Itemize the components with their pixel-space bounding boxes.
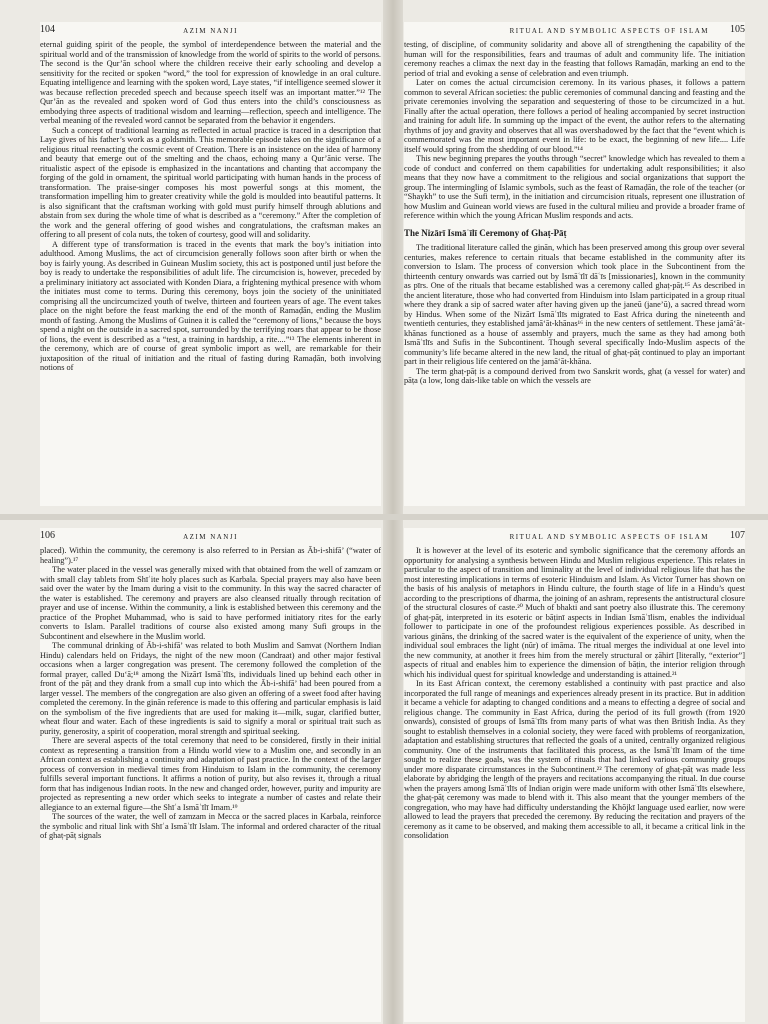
body-text xyxy=(404,546,745,841)
section-heading: The Nizārī Ismāʿīlī Ceremony of Ghaṭ-Pāṭ xyxy=(404,227,567,238)
paragraph: The water placed in the vessel was generally mixed with that obtained from the well of zamzam or with small clay tablets from Shīʿite holy places such as Karbala. Special prayers may also have been said over the water by the Imam during a visit to the community. In this way the sacred character of the water is established. The ceremony and prayers are also cleansed ritually through recitation of prayer and use of incense. Within the community, a link is established between this ceremony and the practice of the Prophet Muhammad, who is said to have performed initiatory rites for the early converts to Islam. Parallel traditions of course also existed among many Sufi groups in the Subcontinent and elsewhere in the Muslim world. xyxy=(40,565,381,641)
page-106 xyxy=(40,528,381,1022)
page-number: 107 xyxy=(730,530,745,541)
book-gutter xyxy=(383,0,403,1024)
page-104 xyxy=(40,22,381,506)
running-header xyxy=(404,22,745,40)
paragraph: There are several aspects of the total ceremony that need to be considered, firstly in their initial context as representing a transition from a Hindu world view to a Muslim one, and secondly in an African context as establishing a continuity and adaptation of past practice. In the context of the larger process of conversion in medieval times from Hinduism to Islam in the community, the ceremony fulfills several important functions. It affirms a notion of purity, but also revises it, through a ritual form that has indigenous Indian roots. In the new and changed order, however, purity and impurity are projected as representing a new order which seeks to integrate a number of castes and relate their allegiance to an external figure—the Shīʿa Ismāʿīlī Imam.¹⁹ xyxy=(40,736,381,812)
page-number: 106 xyxy=(40,530,55,541)
paragraph: It is however at the level of its esoteric and symbolic significance that the ceremony affords an opportunity for analysing a synthesis between Hindu and Muslim religious experience. This relates in particular to the aspect of transition and liminality at the level of individual religious life that has the most interesting implications in terms of esoteric Hinduism and Islam. As Victor Turner has shown on the basis of his analysis of metaphors in Hindu culture, the fourth stage of life in a Hindu’s quest according to the prescriptions of dharma, the joining of an ashram, represents the antistructural closure of the structural closures of caste.²⁰ Much of bhakti and sant poetry also illustrate this. The ceremony of ghaṭ-pāṭ, interpreted in its esoteric or bāṭinī aspects in Indian Ismāʿīlism, enables the individual follower to participate in one of the profoundest religious experiences possible. As described in various gināns, the drinking of the sacred water is the equivalent of the experience of unity, when the individual soul embraces the light (nūr) of imāma. The ritual merges the individual at one level into the new community, at another it frees him from the merely structural or ẓāhirī [literally, “exterior”] aspects of ritual and enables him to experience the dimension of bāṭin, the interior religion through which his individual quest for spiritual knowledge and understanding is attained.²¹ xyxy=(404,546,745,679)
paragraph: A different type of transformation is traced in the events that mark the boy’s initiation into adulthood. Among Muslims, the act of circumcision generally follows soon after birth or when the boy is fairly young. As described in Guinean Muslim society, this act is postponed until just before the boy is ready to undertake the responsibilities of adult life. The circumcision is, however, preceded by a preliminary initiatory act associated with Konden Diara, a frightening mythical presence with whom the initiates must come to terms. During this ceremony, boys join the society of the uninitiated comprising all the uncircumcized youth of twelve, thirteen and fourteen years of age. The event takes place on the night before the feast marking the end of the month of Ramaḍān, ending the Muslim month of fasting. Among the Muslims of Guinea it is called the “ceremony of lions,” because the boys spend a night on the outside in a sacred spot, surrounded by the terrifying roars that appear to be those of lions, the event is described as a “test, a training in hardship, a rite....”¹³ The elements inherent in the ceremony, which are of course of great symbolic import as well, are remarkable for their juxtaposition of the ritual of initiation and the ritual of fasting during Ramaḍān, both involving notions of xyxy=(40,239,381,372)
paragraph: Such a concept of traditional learning as reflected in actual practice is traced in a description that Laye gives of his father’s work as a goldsmith. This memorable episode takes on the significance of a religious ritual reenacting the cosmic event of Creation. There is an insistence on the idea of harmony and beauty that emerge out of the smelting and the chaos, echoing many a Qur’ānic verse. The ritualistic aspect of the episode is emphasized in the incantations and chanting that accompany the forging of the gold in ornament, the spiritual world participating with human hands in the process of transformation. The praise-singer composes his most powerful songs at this moment, the transformation impelling him to greater creativity while the gold is moulded into beautiful patterns. It is also significant that the craftsman working with gold must purify himself through ablutions and abstain from sex during the whole time of what is described as a “ceremony.” After the completion of the work and the general offering of good wishes and congratulations, the craftsman makes an offering to all present of cola nuts, the token of courtesy, good will and solidarity. xyxy=(40,125,381,239)
paragraph: eternal guiding spirit of the people, the symbol of interdependence between the material and the spiritual world and of the transmission of knowledge from the world of spirits to the world of persons. The second is the Qur’ān school where the children receive their early schooling and develop a sensitivity for the recited or spoken “word,” the tool for expression of knowledge in an oral culture. Equating intelligence and learning with the spoken word, Laye states, “if intelligence seemed slower it was because reflection preceded speech and because speech itself was an important matter.”¹² The Qur’ān as the revealed and spoken word of God thus enters into the child’s consciousness as embodying three aspects of traditional wisdom and learning—reflection, speech and intelligence. The verbal meaning of the revealed word cannot be separated from the behavior it engenders. xyxy=(40,40,381,125)
running-header xyxy=(40,528,381,546)
running-header xyxy=(404,528,745,546)
paragraph: This new beginning prepares the youths through “secret” knowledge which has revealed to them a code of conduct and conferred on them capabilities for undertaking adult responsibilities; it also means that they now have a commitment to the religious and social organizations that support the group. The intermingling of Islamic symbols, such as the feast of Ramaḍān, the role of the teacher (or “Shaykh” to use the Sufi term), in the initiation and circumcision rituals, represent one illustration of how Muslim and Guinean world views are fused in the cultural milieu and provide a broader frame of reference within which the young African Muslim responds and acts. xyxy=(404,154,745,220)
running-header xyxy=(40,22,381,40)
running-head-title: AZIM NANJI xyxy=(183,533,238,541)
paragraph: Later on comes the actual circumcision ceremony. In its various phases, it follows a pattern common to several African societies: the public ceremonies of communal dancing and feasting and the private ceremonies involving the separation and sequestering of those to be circumcized in a hut. Finally after the actual operation, there follows a period of healing accompanied by secret instruction and training for adult life. In summing up the impact of the event, the author refers to the alternating rhythms of joy and gravity and observes that all was overshadowed by the fact that the “event which is commemorated was the most important event in life: to be exact, the beginning of new life.... Life itself would spring from the shedding of our blood.”¹⁴ xyxy=(404,78,745,154)
paragraph: The sources of the water, the well of zamzam in Mecca or the sacred places in Karbala, reinforce the symbolic and ritual link with Shīʿa Ismāʿīlī Islam. The informal and ordered character of the ritual of ghaṭ-pāṭ signals xyxy=(40,812,381,840)
paragraph: testing, of discipline, of community solidarity and above all of strengthening the capability of the human will for the responsibilities, fears and traumas of adult and community life. The initiation ceremony reaches a climax the next day in the feasting that follows Ramaḍān, marking an end to the period of trial and evoking a sense of celebration and even triumph. xyxy=(404,40,745,78)
running-head-title: RITUAL AND SYMBOLIC ASPECTS OF ISLAM xyxy=(509,533,709,541)
running-head-title: RITUAL AND SYMBOLIC ASPECTS OF ISLAM xyxy=(509,27,709,35)
body-text xyxy=(40,40,381,373)
paragraph: The traditional literature called the ginān, which has been preserved among this group over several centuries, makes reference to certain rituals that became established in the community after its conversion to Islam. The process of conversion which took place in the Subcontinent from the thirteenth century onwards was carried out by Ismāʿīlī dāʿīs [missionaries], known in the community as pīrs. One of the rituals that became established was a ceremony called ghaṭ-pāṭ.¹⁵ As described in the ancient literature, those who had converted from Hinduism into Islam participated in a group ritual where they drank a sip of sacred water after having given up the janeū (jane’ū), a sacred thread worn by Hindus. When some of the Nizārī Ismāʿīlīs migrated to East Africa during the nineteenth and twentieth centuries, they established jamā‘āt-khānas¹⁶ in the new centers of settlement. These jamā‘āt-khānas functioned as a house of assembly and prayers, much the same as they had among both Ismāʿīlīs and Sufis in the Subcontinent. Though several specifically Indo-Muslim aspects of the community’s life became altered in the new land, the ritual of ghaṭ-pāṭ continued to play an important part in their religious life centered on the jamā‘āt-khāna. xyxy=(404,243,745,366)
paragraph: In its East African context, the ceremony established a continuity with past practice and also incorporated the full range of meanings and experiences already present in its practice. But in addition it became a vehicle for adapting to changed conditions and a means to effecting a degree of social and religious change. The community in East Africa, during the period of its full growth (from 1920 onwards), consisted of groups of Ismāʿīlīs from many parts of what was then British India. As they sought to establish themselves in a colonial society, they were faced with problems of reorganization, adaptation and establishing structures that reflected the goals of a united, centrally organized religious community. One of the instruments that facilitated this process, as the Ismāʿīlī Imam of the time sought to realize these goals, was the system of rituals that had linked various community groups under more disparate circumstances in the Subcontinent.²² The ceremony of ghaṭ-pāṭ was made less elaborate by abridging the length of the prayers and recitations accompanying the ritual. In due course when the prayers among Ismāʿīlīs of Indian origin were made uniform with other Ismāʿīlīs elsewhere, the ghaṭ-pāṭ ceremony was made to blend with it. This also meant that the younger members of the congregation, who may have had difficulty understanding the Khōjkī language used earlier, now were allowed to lead the prayers that preceded the ceremony. By reducing the recitation and prayers of the ceremony as it came to be observed, and making them accessible to all, it became a critical link in the consolidation xyxy=(404,679,745,840)
page-105 xyxy=(404,22,745,506)
page-number: 105 xyxy=(730,24,745,35)
paragraph: The communal drinking of Āb-i-shifā’ was related to both Muslim and Samvat (Northern Indian Hindu) calendars held on Fridays, the night of the new moon (Candraat) and other major festival occasions when a larger congregation was present. The ceremony followed the completion of the formal prayer, called Du‘ā;¹⁸ among the Nizārī Ismāʿīlīs, individuals lined up behind each other in front of the pāṭ and they drank from a small cup into which the Āb-i-shifā’ had been poured from a larger vessel. The members of the congregation are also given an offering of a sweet food after having completed the ceremony. In the ginān reference is made to this offering and particular emphasis is laid on the symbolism of the five ingredients that are used for making it—milk, sugar, clarified butter, wheat flour and water. Each of these ingredients is said to signify a moral or spiritual trait such as purity, generosity, a spirit of cooperation, moral strength and spiritual seeking. xyxy=(40,641,381,736)
paragraph: placed). Within the community, the ceremony is also referred to in Persian as Āb-i-shifā’ (“water of healing”).¹⁷ xyxy=(40,546,381,565)
page-107 xyxy=(404,528,745,1022)
page-number: 104 xyxy=(40,24,55,35)
body-text xyxy=(40,546,381,841)
paragraph: The term ghaṭ-pāṭ is a compound derived from two Sanskrit words, ghaṭ (a vessel for water) and pāṭa (a low, long dais-like table on which the vessels are xyxy=(404,366,745,385)
running-head-title: AZIM NANJI xyxy=(183,27,238,35)
body-text xyxy=(404,40,745,386)
spread-divider xyxy=(0,514,768,520)
